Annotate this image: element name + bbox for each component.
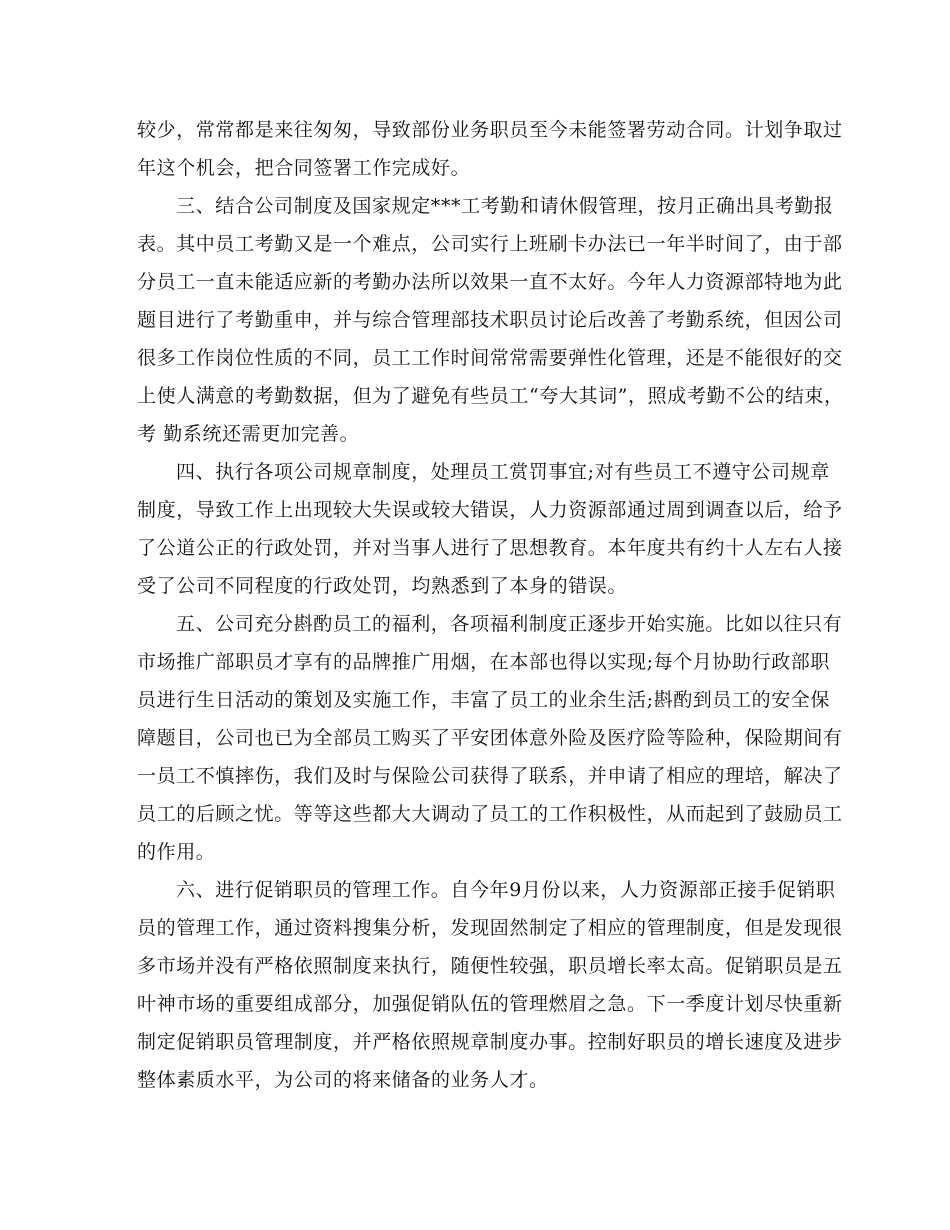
- text-line: 多市场并没有严格依照制度来执行，随便性较强，职员增长率太高。促销职员是五: [137, 955, 843, 977]
- text-line: 制度，导致工作上出现较大失误或较大错误，人力资源部通过周到调查以后，给予: [137, 499, 843, 521]
- text-line: 年这个机会，把合同签署工作完成好。: [137, 157, 471, 179]
- text-line: 一员工不慎摔伤，我们及时与保险公司获得了联系，并申请了相应的理培，解决了: [137, 765, 843, 787]
- text-line: 员的管理工作，通过资料搜集分析，发现固然制定了相应的管理制度，但是发现很: [137, 917, 843, 939]
- text-line: 题目进行了考勤重申，并与综合管理部技术职员讨论后改善了考勤系统，但因公司: [137, 309, 843, 331]
- text-line: 分员工一直未能适应新的考勤办法所以效果一直不太好。今年人力资源部特地为此: [137, 271, 843, 293]
- text-line: 考 勤系统还需更加完善。: [137, 423, 360, 445]
- text-line: 整体素质水平，为公司的将来储备的业务人才。: [137, 1069, 549, 1091]
- text-line: 较少，常常都是来往匆匆，导致部份业务职员至今未能签署劳动合同。计划争取过: [137, 119, 843, 141]
- paragraph-4-start: 四、执行各项公司规章制度，处理员工赏罚事宜;对有些员工不遵守公司规章: [176, 461, 830, 483]
- text-line: 制定促销职员管理制度，并严格依照规章制度办事。控制好职员的增长速度及进步: [137, 1031, 843, 1053]
- paragraph-5-start: 五、公司充分斟酌员工的福利，各项福利制度正逐步开始实施。比如以往只有: [176, 613, 843, 635]
- text-line: 上使人满意的考勤数据，但为了避免有些员工“夸大其词”，照成考勤不公的结束，: [137, 385, 844, 407]
- paragraph-3-start: 三、结合公司制度及国家规定***工考勤和请休假管理，按月正确出具考勤报: [176, 195, 834, 217]
- text-line: 员进行生日活动的策划及实施工作，丰富了员工的业余生活;斟酌到员工的安全保: [137, 689, 831, 711]
- paragraph-6-start: 六、进行促销职员的管理工作。自今年9月份以来，人力资源部正接手促销职: [176, 879, 836, 901]
- text-line: 员工的后顾之忧。等等这些都大大调动了员工的工作积极性，从而起到了鼓励员工: [137, 803, 843, 825]
- text-line: 了公道公正的行政处罚，并对当事人进行了思想教育。本年度共有约十人左右人接: [137, 537, 843, 559]
- text-line: 很多工作岗位性质的不同，员工工作时间常常需要弹性化管理，还是不能很好的交: [137, 347, 843, 369]
- text-line: 叶神市场的重要组成部分，加强促销队伍的管理燃眉之急。下一季度计划尽快重新: [137, 993, 843, 1015]
- text-line: 障题目，公司也已为全部员工购买了平安团体意外险及医疗险等险种，保险期间有: [137, 727, 843, 749]
- text-line: 市场推广部职员才享有的品牌推广用烟，在本部也得以实现;每个月协助行政部职: [137, 651, 831, 673]
- text-line: 受了公司不同程度的行政处罚，均熟悉到了本身的错误。: [137, 575, 628, 597]
- text-line: 的作用。: [137, 841, 216, 863]
- text-line: 表。其中员工考勤又是一个难点，公司实行上班刷卡办法已一年半时间了，由于部: [137, 233, 843, 255]
